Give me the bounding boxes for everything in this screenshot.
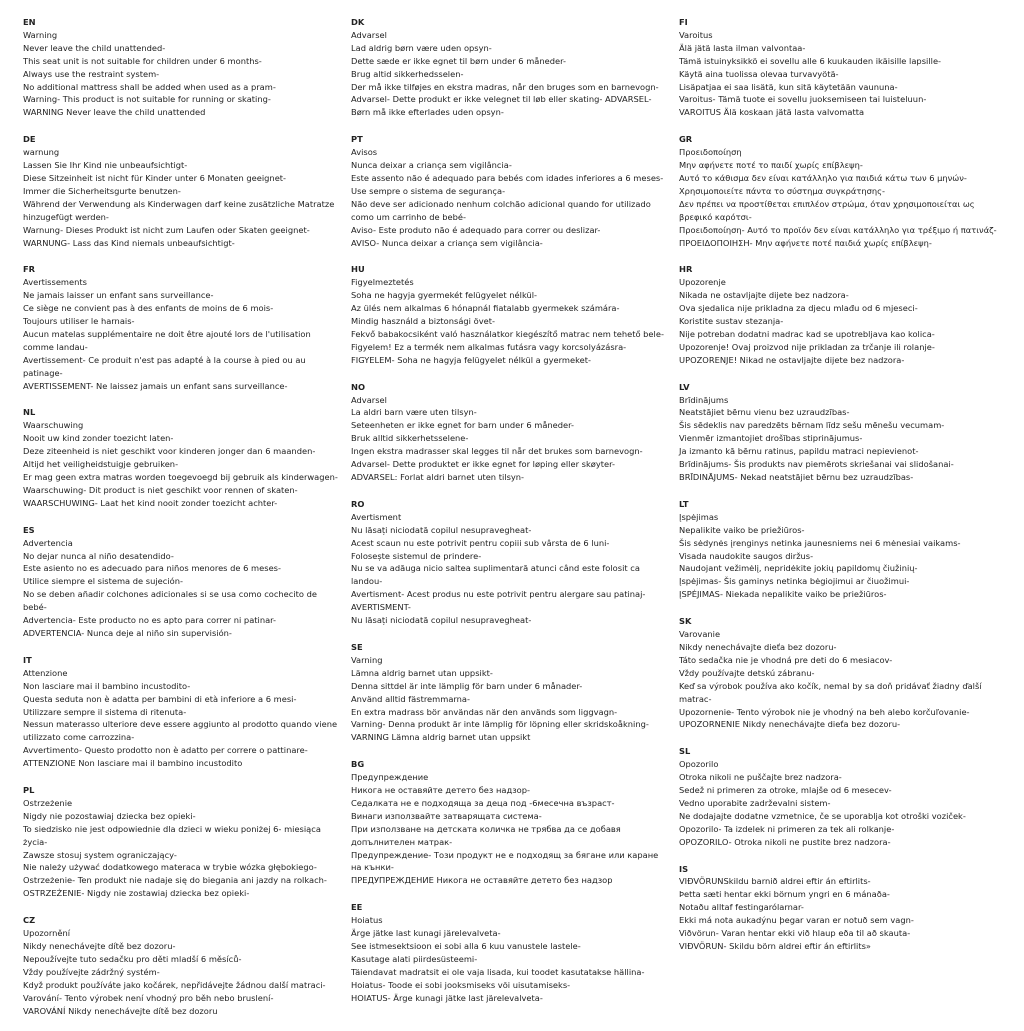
- warning-line: Vienmēr izmantojiet drošības stiprinājumus-: [679, 433, 863, 444]
- warning-line: Neatstājiet bērnu vienu bez uzraudzības-: [679, 407, 850, 418]
- language-section-no: [351, 381, 669, 484]
- warning-line: Käytä aina tuolissa olevaa turvavyötä-: [679, 68, 839, 79]
- warning-line: Altijd het veiligheidstuigje gebruiken-: [23, 459, 179, 470]
- warning-line: ΠΡΟΕΙΔΟΠΟΙΗΣΗ- Μην αφήνετε ποτέ παιδιά χωρίς επίβλεψη-: [679, 237, 932, 248]
- language-section-sk: [679, 615, 997, 731]
- warning-line: Šis sėdynės įrenginys netinka jaunesniems nei 6 mėnesiai vaikams-: [679, 537, 961, 548]
- section-heading: Hoiatus: [351, 915, 383, 926]
- section-heading: Ostrzeżenie: [23, 797, 73, 808]
- section-heading: Brīdinājums: [679, 394, 729, 405]
- warning-line: Brug altid sikkerhedsselen-: [351, 68, 464, 79]
- warning-line: Este assento não é adequado para bebés com idades inferiores a 6 meses-: [351, 172, 664, 183]
- language-code: NL: [23, 407, 36, 418]
- warning-line: Ja izmanto kā bērnu ratinus, papildu matraci nepievienot-: [679, 446, 919, 457]
- warning-line: Hoiatus- Toode ei sobi jooksmiseks või uisutamiseks-: [351, 979, 571, 990]
- section-heading: warnung: [23, 147, 60, 158]
- section-heading: Waarschuwing: [23, 420, 84, 431]
- section-heading: Upozornění: [23, 928, 71, 939]
- warning-line: Questa seduta non è adatta per bambini di età inferiore a 6 mesi-: [23, 693, 297, 704]
- language-code: IS: [679, 863, 689, 874]
- language-code: PT: [351, 134, 363, 145]
- warning-line: ПРЕДУПРЕЖДЕНИЕ Никога не оставяйте детето без надзор: [351, 875, 613, 886]
- warning-line: HOIATUS- Ärge kunagi jätke last järelevalveta-: [351, 992, 543, 1003]
- language-section-bg: [351, 758, 669, 887]
- language-section-de: [23, 133, 341, 249]
- warning-line: AVISO- Nunca deixar a criança sem vigilância-: [351, 237, 543, 248]
- warning-line: Este asiento no es adecuado para niños menores de 6 meses-: [23, 563, 281, 574]
- section-heading: Avisos: [351, 147, 378, 158]
- warning-line: Δεν πρέπει να προστίθεται επιπλέον στρώμα, όταν χρησιμοποιείται ως βρεφικό καρότσι-: [679, 198, 975, 222]
- warning-line: Vždy používajte detskú zábranu-: [679, 667, 815, 678]
- warning-line: Vždy používejte zádržný systém-: [23, 966, 160, 977]
- warning-line: Avertisment- Acest produs nu este potrivit pentru alergare sau patinaj- AVERTISMENT-: [351, 589, 646, 613]
- warning-line: AVERTISSEMENT- Ne laissez jamais un enfant sans surveillance-: [23, 380, 288, 391]
- warning-line: Lämna aldrig barnet utan uppsikt-: [351, 667, 493, 678]
- warning-line: ADVARSEL: Forlat aldri barnet uten tilsyn-: [351, 472, 525, 482]
- warning-line: Nessun materasso ulteriore deve essere aggiunto al prodotto quando viene utilizzato come carrozzina-: [23, 719, 338, 743]
- language-code: CZ: [23, 915, 36, 926]
- warning-line: Bruk alltid sikkerhetsselene-: [351, 433, 469, 444]
- warning-line: This seat unit is not suitable for children under 6 months-: [23, 55, 262, 66]
- warning-line: Varning- Denna produkt är inte lämplig för löpning eller skridskoåkning-: [351, 719, 649, 730]
- warning-line: Non lasciare mai il bambino incustodito-: [23, 680, 191, 691]
- warning-line: See istmesektsioon ei sobi alla 6 kuu vanustele lastele-: [351, 941, 581, 951]
- warning-line: Seteenheten er ikke egnet for barn under 6 måneder-: [351, 420, 575, 431]
- warning-line: ADVERTENCIA- Nunca deje al niño sin supervisión-: [23, 627, 232, 638]
- warning-line: Never leave the child unattended-: [23, 42, 166, 53]
- section-heading: Предупреждение: [351, 772, 429, 783]
- warning-line: ATTENZIONE Non lasciare mai il bambino incustodito: [23, 758, 243, 769]
- warning-line: Sedež ni primeren za otroke, mlajše od 6 mesecev-: [679, 785, 892, 796]
- warning-line: Acest scaun nu este potrivit pentru copiii sub vârsta de 6 luni-: [351, 537, 610, 548]
- language-code: FR: [23, 264, 36, 275]
- warning-line: Ekki má nota aukadýnu þegar varan er notuð sem vagn-: [679, 915, 914, 926]
- column-2: [351, 16, 669, 1019]
- warning-line: WARNUNG- Lass das Kind niemals unbeaufsichtigt-: [23, 237, 235, 248]
- warning-line: WARNING Never leave the child unattended: [23, 107, 206, 118]
- section-heading: Advarsel: [351, 29, 387, 40]
- warning-line: La aldri barn være uten tilsyn-: [351, 407, 477, 418]
- language-section-hr: [679, 263, 997, 366]
- language-code: HU: [351, 264, 365, 275]
- section-heading: Warning: [23, 29, 58, 40]
- warning-line: VAROVÁNÍ Nikdy nenechávejte dítě bez dozoru: [23, 1005, 218, 1016]
- language-code: EE: [351, 902, 363, 913]
- language-section-lt: [679, 498, 997, 601]
- warning-line: UPOZORNENIE Nikdy nenechávajte dieťa bez dozoru-: [679, 719, 901, 730]
- warning-line: UPOZORENJE! Nikad ne ostavljajte dijete bez nadzora-: [679, 354, 905, 365]
- section-heading: Opozorilo: [679, 759, 719, 770]
- language-section-fi: [679, 16, 997, 119]
- language-code: PL: [23, 785, 35, 796]
- warning-line: Az ülés nem alkalmas 6 hónapnál fiatalabb gyermekek számára-: [351, 303, 620, 314]
- warning-line: Винаги използвайте затварящата система-: [351, 810, 542, 821]
- language-section-pl: [23, 784, 341, 900]
- warning-line: Otroka nikoli ne puščajte brez nadzora-: [679, 772, 842, 783]
- language-section-sl: [679, 745, 997, 848]
- warning-line: Ärge jätke last kunagi järelevalveta-: [351, 928, 501, 939]
- warning-line: Προειδοποίηση- Αυτό το προϊόν δεν είναι κατάλληλο για τρέξιμο ή πατινάζ-: [679, 224, 997, 235]
- warning-line: Deze ziteenheid is niet geschikt voor kinderen jonger dan 6 maanden-: [23, 446, 316, 457]
- language-section-lv: [679, 381, 997, 484]
- warning-line: Soha ne hagyja gyermekét felügyelet nélkül-: [351, 290, 538, 301]
- language-section-gr: [679, 133, 997, 249]
- warning-line: Χρησιμοποιείτε πάντα το σύστημα συγκράτησης-: [679, 185, 886, 196]
- section-heading: Varovanie: [679, 629, 721, 640]
- warning-line: Avvertimento- Questo prodotto non è adatto per correre o pattinare-: [23, 745, 308, 756]
- warning-line: Ingen ekstra madrasser skal legges til når det brukes som barnevogn-: [351, 446, 643, 457]
- warning-line: Während der Verwendung als Kinderwagen darf keine zusätzliche Matratze hinzugefügt werden-: [23, 198, 335, 222]
- warning-line: OSTRZEŻENIE- Nigdy nie zostawiaj dziecka bez opieki-: [23, 888, 250, 899]
- warning-line: Ova sjedalica nije prikladna za djecu mlađu od 6 mjeseci-: [679, 303, 918, 314]
- language-code: SL: [679, 746, 691, 757]
- warning-line: Använd alltid fästremmarna-: [351, 693, 471, 704]
- warning-line: Fekvő babakocsiként való használatkor kiegészítő matrac nem tehető bele-: [351, 328, 664, 339]
- warning-line: Toujours utiliser le harnais-: [23, 316, 135, 327]
- warning-line: Táto sedačka nie je vhodná pre deti do 6 mesiacov-: [679, 654, 893, 665]
- section-heading: VIÐVÖRUNSkildu barnið aldrei eftir án eftirlits-: [679, 876, 871, 887]
- language-section-es: [23, 524, 341, 640]
- warning-line: FIGYELEM- Soha ne hagyja felügyelet nélkül a gyermeket-: [351, 354, 591, 365]
- column-3: [679, 16, 997, 967]
- warning-line: Nikdy nenechávejte dítě bez dozoru-: [23, 941, 176, 951]
- warning-line: Þetta sæti hentar ekki börnum yngri en 6 mánaða-: [679, 889, 890, 900]
- warning-line: En extra madrass bör användas när den används som liggvagn-: [351, 706, 618, 717]
- warning-line: Viðvörun- Varan hentar ekki við hlaup eða til að skauta-: [679, 928, 911, 939]
- language-code: EN: [23, 17, 36, 27]
- warning-line: Opozorilo- Ta izdelek ni primeren za tek ali rolkanje-: [679, 823, 895, 834]
- language-section-nl: [23, 406, 341, 509]
- section-heading: Figyelmeztetés: [351, 277, 414, 288]
- warning-line: Denna sittdel är inte lämplig för barn under 6 månader-: [351, 680, 583, 691]
- section-heading: Varning: [351, 654, 383, 665]
- warning-line: Nooit uw kind zonder toezicht laten-: [23, 433, 174, 444]
- section-heading: Varoitus: [679, 29, 713, 40]
- language-code: RO: [351, 498, 365, 509]
- language-code: GR: [679, 134, 693, 145]
- warning-line: Varování- Tento výrobek není vhodný pro běh nebo bruslení-: [23, 992, 274, 1003]
- warning-line: Advertencia- Este producto no es apto para correr ni patinar-: [23, 615, 277, 626]
- language-section-ee: [351, 901, 669, 1004]
- language-code: SK: [679, 616, 692, 627]
- warning-line: Täiendavat madratsit ei ole vaja lisada, kui toodet kasutatakse hällina-: [351, 966, 645, 977]
- language-section-ro: [351, 498, 669, 627]
- warning-line: Der må ikke tilføjes en ekstra madras, når den bruges som en barnevogn-: [351, 81, 659, 92]
- warning-line: Utilice siempre el sistema de sujeción-: [23, 576, 183, 587]
- warning-line: Não deve ser adicionado nenhum colchão adicional quando for utilizado como um carrinho de bebé-: [351, 198, 651, 222]
- warning-line: OPOZORILO- Otroka nikoli ne pustite brez nadzora-: [679, 836, 891, 847]
- warning-line: Upozorenje! Ovaj proizvod nije prikladan za trčanje ili rolanje-: [679, 341, 935, 352]
- warning-line: Warnung- Dieses Produkt ist nicht zum Laufen oder Skaten geeignet-: [23, 224, 310, 235]
- warning-line: Nu lăsați niciodată copilul nesupravegheat-: [351, 524, 532, 535]
- language-code: LV: [679, 381, 690, 392]
- warning-line: Nie należy używać dodatkowego materaca w trybie wózka głębokiego-: [23, 862, 317, 873]
- warning-line: Nikada ne ostavljajte dijete bez nadzora-: [679, 290, 849, 301]
- warning-line: No se deben añadir colchones adicionales si se usa como cochecito de bebé-: [23, 589, 317, 613]
- warning-line: Šis sēdeklis nav paredzēts bērnam līdz sešu mēnešu vecumam-: [679, 420, 945, 431]
- warning-line: No additional mattress shall be added when used as a pram-: [23, 81, 276, 92]
- warning-line: To siedzisko nie jest odpowiednie dla dzieci w wieku poniżej 6- miesiąca życia-: [23, 823, 321, 847]
- warning-line: Advarsel- Dette produktet er ikke egnet for løping eller skøyter-: [351, 459, 615, 470]
- warning-line: Notaðu alltaf festingarólarnar-: [679, 902, 804, 913]
- warning-line: Dette sæde er ikke egnet til børn under 6 måneder-: [351, 55, 566, 66]
- warning-line: Tämä istuinyksikkö ei sovellu alle 6 kuukauden ikäisille lapsille-: [679, 55, 942, 66]
- warning-line: Nepoužívejte tuto sedačku pro děti mladší 6 měsíců-: [23, 953, 242, 964]
- warning-line: Use sempre o sistema de segurança-: [351, 185, 506, 196]
- warning-line: Предупреждение- Този продукт не е подходящ за бягане или каране на кънки-: [351, 849, 659, 873]
- warning-line: VAROITUS Älä koskaan jätä lasta valvomatta: [679, 107, 865, 118]
- warning-line: Always use the restraint system-: [23, 68, 160, 79]
- warning-line: Naudojant vežimėlį, nepridėkite jokių papildomų čiužinių-: [679, 563, 918, 574]
- language-code: BG: [351, 759, 365, 770]
- warning-line: Upozornenie- Tento výrobok nie je vhodný na beh alebo korčuľovanie-: [679, 706, 970, 717]
- warning-line: Visada naudokite saugos diržus-: [679, 550, 814, 561]
- warning-line: Nu lăsați niciodată copilul nesupravegheat-: [351, 615, 532, 626]
- warning-line: Nunca deixar a criança sem vigilância-: [351, 160, 512, 171]
- section-heading: Avertisment: [351, 511, 402, 522]
- warning-line: Vedno uporabite zadrževalni sistem-: [679, 797, 831, 808]
- warning-line: Folosește sistemul de prindere-: [351, 550, 482, 561]
- warning-line: Keď sa výrobok používa ako kočík, nemal by sa doň pridávať žiadny ďalší matrac-: [679, 680, 982, 704]
- language-code: FI: [679, 17, 688, 27]
- section-heading: Avertissements: [23, 277, 87, 288]
- language-section-pt: [351, 133, 669, 249]
- language-section-cz: [23, 914, 341, 1017]
- warning-line: Mindig használd a biztonsági övet-: [351, 316, 495, 327]
- warning-line: Advarsel- Dette produkt er ikke velegnet til løb eller skating- ADVARSEL- Børn må ikke efterlades uden opsyn-: [351, 94, 652, 118]
- language-code: DK: [351, 17, 365, 27]
- warning-line: Avertissement- Ce produit n'est pas adapté à la course à pied ou au patinage-: [23, 354, 306, 378]
- section-heading: Upozorenje: [679, 277, 726, 288]
- warning-line: Ce siège ne convient pas à des enfants de moins de 6 mois-: [23, 303, 274, 314]
- language-code: SE: [351, 641, 363, 652]
- warning-line: Nu se va adăuga nicio saltea suplimentară atunci când este folosit ca landou-: [351, 563, 640, 587]
- warning-line: Lassen Sie Ihr Kind nie unbeaufsichtigt-: [23, 160, 188, 171]
- warning-line: Ne dodajajte dodatne vzmetnice, če se uporablja kot otroški voziček-: [679, 810, 966, 821]
- language-code: DE: [23, 134, 36, 145]
- warning-line: Waarschuwing- Dit product is niet geschikt voor rennen of skaten-: [23, 484, 298, 495]
- warning-line: Nigdy nie pozostawiaj dziecka bez opieki-: [23, 810, 196, 821]
- warning-line: Nepalikite vaiko be priežiūros-: [679, 524, 805, 535]
- warning-line: Aucun matelas supplémentaire ne doit être ajouté lors de l'utilisation comme landau-: [23, 328, 311, 352]
- warning-line: Warning- This product is not suitable for running or skating-: [23, 94, 271, 105]
- warning-line: WAARSCHUWING- Laat het kind nooit zonder toezicht achter-: [23, 497, 278, 508]
- language-code: LT: [679, 498, 689, 509]
- language-code: NO: [351, 381, 365, 392]
- section-heading: Advertencia: [23, 537, 73, 548]
- warning-line: Aviso- Este produto não é adequado para correr ou deslizar-: [351, 224, 601, 235]
- warning-line: Įspėjimas- Šis gaminys netinka bėgiojimui ar čiuožimui-: [679, 576, 910, 587]
- section-heading: Attenzione: [23, 667, 68, 678]
- warning-line: Diese Sitzeinheit ist nicht für Kinder unter 6 Monaten geeignet-: [23, 172, 287, 183]
- warning-line: Brīdinājums- Šis produkts nav piemērots skriešanai vai slidošanai- BRĪDINĀJUMS- Nekad neatstājiet bērnu bez uzraudzības-: [679, 459, 954, 482]
- language-code: HR: [679, 264, 693, 275]
- warning-line: Er mag geen extra matras worden toegevoegd bij gebruik als kinderwagen-: [23, 472, 338, 482]
- warning-line: Lad aldrig børn være uden opsyn-: [351, 42, 492, 53]
- warning-line: VARNING Lämna aldrig barnet utan uppsikt: [351, 732, 531, 743]
- section-heading: Προειδοποίηση: [679, 147, 742, 158]
- warning-line: Αυτό το κάθισμα δεν είναι κατάλληλο για παιδιά κάτω των 6 μηνών-: [679, 172, 967, 183]
- warning-line: Zawsze stosuj system ograniczający-: [23, 849, 177, 860]
- warning-line: Varoitus- Tämä tuote ei sovellu juoksemiseen tai luisteluun-: [679, 94, 927, 105]
- warning-line: Ostrzeżenie- Ten produkt nie nadaje się do biegania ani jazdy na rolkach-: [23, 875, 327, 886]
- warning-line: Utilizzare sempre il sistema di ritenuta-: [23, 706, 187, 717]
- warning-line: Nikdy nenechávajte dieťa bez dozoru-: [679, 641, 837, 652]
- warning-line: Koristite sustav stezanja-: [679, 316, 784, 327]
- warning-line: ĮSPĖJIMAS- Niekada nepalikite vaiko be priežiūros-: [679, 589, 887, 600]
- warning-line: Figyelem! Ez a termék nem alkalmas futásra vagy korcsolyázásra-: [351, 341, 627, 352]
- language-section-hu: [351, 263, 669, 366]
- warning-line: Älä jätä lasta ilman valvontaa-: [679, 42, 806, 53]
- language-code: ES: [23, 524, 35, 535]
- language-section-is: [679, 863, 997, 953]
- warning-line: No dejar nunca al niño desatendido-: [23, 550, 174, 561]
- warning-line: При използване на детската количка не трябва да се добавя допълнителен матрак-: [351, 823, 621, 847]
- warning-line: Immer die Sicherheitsgurte benutzen-: [23, 185, 181, 196]
- warning-line: Když produkt používáte jako kočárek, nepřidávejte žádnou další matraci-: [23, 979, 326, 990]
- section-heading: Advarsel: [351, 394, 387, 405]
- language-section-se: [351, 641, 669, 744]
- warning-line: VIÐVÖRUN- Skildu börn aldrei eftir án eftirlits»: [679, 941, 871, 951]
- warning-line: Седалката не е подходяща за деца под -6месечна възраст-: [351, 797, 615, 808]
- warning-line: Никога не оставяйте детето без надзор-: [351, 785, 530, 796]
- warning-line: Nije potreban dodatni madrac kad se upotrebljava kao kolica-: [679, 328, 935, 339]
- warning-line: Μην αφήνετε ποτέ το παιδί χωρίς επίβλεψη-: [679, 160, 863, 171]
- language-code: IT: [23, 654, 32, 665]
- language-section-dk: [351, 16, 669, 119]
- column-1: [23, 16, 341, 1031]
- warning-line: Lisäpatjaa ei saa lisätä, kun sitä käytetään vaununa-: [679, 81, 898, 92]
- section-heading: Įspėjimas: [679, 511, 719, 522]
- language-section-en: [23, 16, 341, 119]
- language-section-it: [23, 654, 341, 770]
- warning-line: Ne jamais laisser un enfant sans surveillance-: [23, 290, 214, 301]
- warning-line: Kasutage alati piirdesüsteemi-: [351, 953, 478, 964]
- language-section-fr: [23, 263, 341, 392]
